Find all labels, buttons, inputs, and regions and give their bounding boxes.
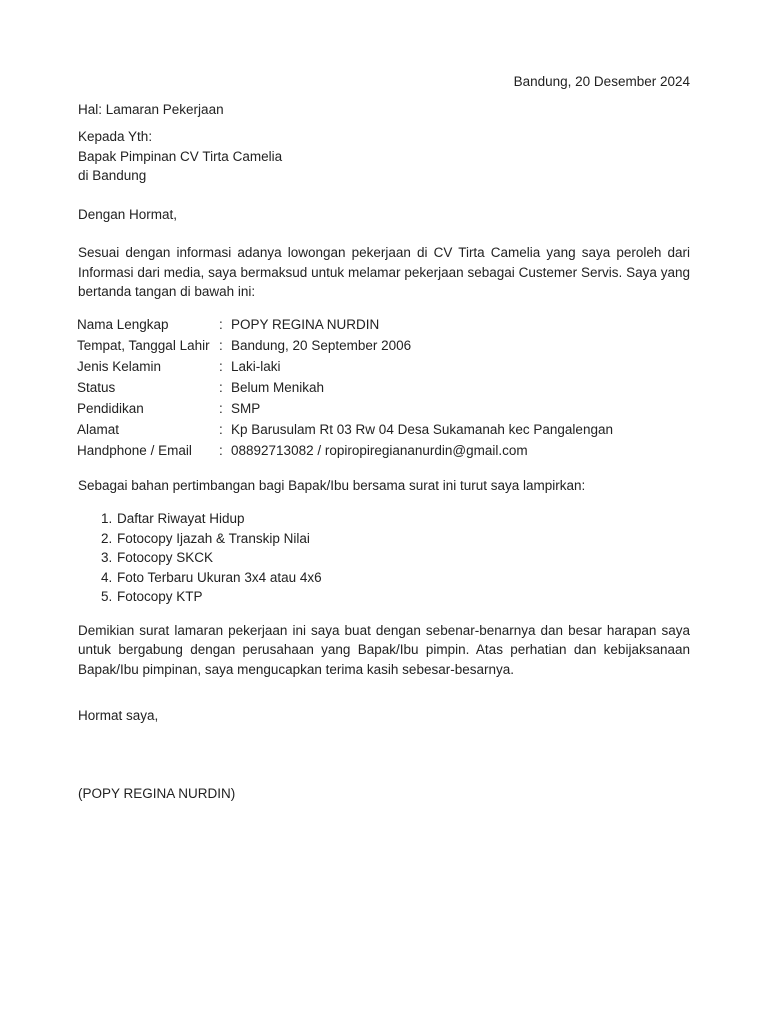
identity-separator: : (219, 379, 223, 395)
recipient-line-2: Bapak Pimpinan CV Tirta Camelia (78, 148, 283, 164)
signature-name: (POPY REGINA NURDIN) (78, 785, 236, 801)
identity-row (77, 378, 613, 399)
identity-label: Status (77, 379, 116, 395)
identity-row (77, 441, 613, 462)
identity-row (77, 357, 613, 378)
identity-value: Bandung, 20 September 2006 (231, 337, 412, 353)
identity-row (77, 399, 613, 420)
identity-value: Belum Menikah (231, 379, 325, 395)
attachments-list (78, 509, 690, 607)
identity-separator: : (219, 442, 223, 458)
identity-row (77, 420, 613, 441)
identity-value: Kp Barusulam Rt 03 Rw 04 Desa Sukamanah kec Pangalengan (231, 421, 613, 437)
identity-label: Nama Lengkap (77, 316, 169, 332)
place-date: Bandung, 20 Desember 2024 (513, 74, 690, 89)
identity-separator: : (219, 316, 223, 332)
recipient-line-1: Kepada Yth: (78, 129, 153, 144)
identity-value: SMP (231, 400, 261, 416)
identity-label: Tempat, Tanggal Lahir (77, 337, 210, 353)
attachment-item: 2. Fotocopy Ijazah & Transkip Nilai (116, 529, 690, 549)
identity-table (77, 315, 613, 462)
intro-paragraph: Sesuai dengan informasi adanya lowongan pekerjaan di CV Tirta Camelia yang saya peroleh dari Informasi dari media, saya bermaksud untuk melamar pekerjaan sebagai Custemer Servis. Saya yang bertanda tangan di bawah ini: (78, 245, 690, 299)
attachment-item: 5. Fotocopy KTP (116, 587, 690, 607)
attachment-item: 1. Daftar Riwayat Hidup (116, 509, 690, 529)
identity-separator: : (219, 400, 223, 416)
identity-value: POPY REGINA NURDIN (231, 316, 380, 332)
identity-value: Laki-laki (231, 358, 281, 374)
identity-row (77, 336, 613, 357)
identity-label: Pendidikan (77, 400, 144, 416)
identity-label: Jenis Kelamin (77, 358, 162, 374)
identity-separator: : (219, 358, 223, 374)
attachments-intro: Sebagai bahan pertimbangan bagi Bapak/Ibu bersama surat ini turut saya lampirkan: (78, 477, 586, 493)
attachment-item: 4. Foto Terbaru Ukuran 3x4 atau 4x6 (116, 568, 690, 588)
identity-row (77, 315, 613, 336)
regards: Hormat saya, (78, 708, 159, 723)
letter-page (78, 72, 690, 803)
identity-label: Handphone / Email (77, 442, 192, 458)
identity-separator: : (219, 337, 223, 353)
identity-label: Alamat (77, 421, 120, 437)
recipient-line-3: di Bandung (78, 168, 147, 183)
subject-line: Hal: Lamaran Pekerjaan (78, 101, 224, 117)
identity-value: 08892713082 / ropiropiregiananurdin@gmail.com (231, 442, 528, 458)
attachment-item: 3. Fotocopy SKCK (116, 548, 690, 568)
recipient-block (78, 127, 690, 186)
greeting: Dengan Hormat, (78, 206, 178, 222)
closing-paragraph: Demikian surat lamaran pekerjaan ini saya buat dengan sebenar-benarnya dan besar harapan saya untuk bergabung dengan perusahaan yang Bapak/Ibu pimpin. Atas perhatian dan kebijaksanaan Bapak/Ibu pimpinan, saya mengucapkan terima kasih sebesar-besarnya. (78, 622, 690, 677)
identity-separator: : (219, 421, 223, 437)
